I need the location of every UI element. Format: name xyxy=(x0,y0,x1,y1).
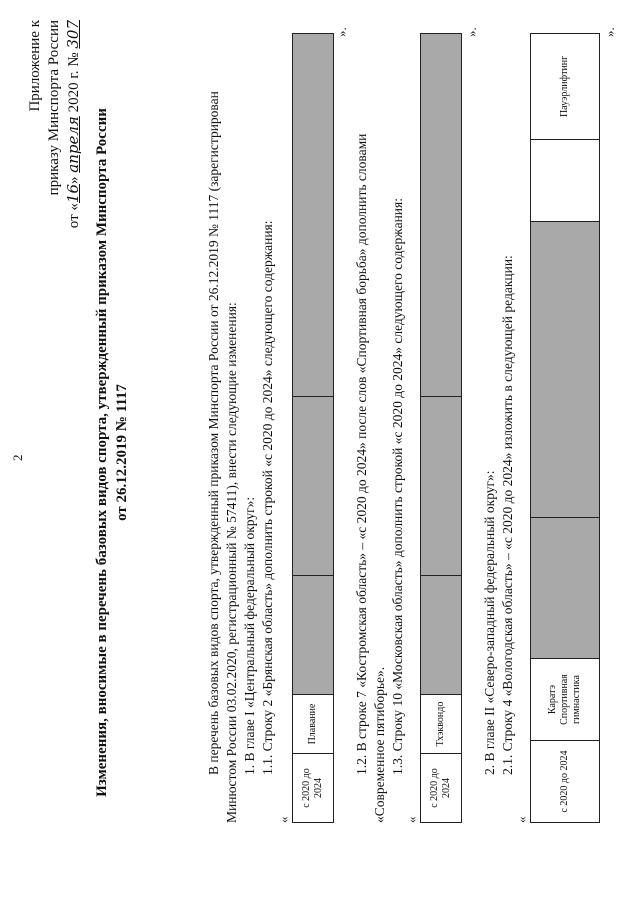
table-2-cell-4 xyxy=(421,397,462,576)
table-3-sport-2: Спортивная xyxy=(559,674,570,725)
table-3 xyxy=(530,33,600,823)
table-1 xyxy=(292,33,334,823)
quote-open-1: « xyxy=(276,816,291,823)
table-3-cell-3 xyxy=(531,517,600,658)
handwritten-month: апреля xyxy=(64,116,82,173)
handwritten-day: 16 xyxy=(64,184,82,204)
title-line-2: от 26.12.2019 № 1117 xyxy=(114,384,130,521)
table-3-last-sport: Пауэрлифтинг xyxy=(531,34,600,140)
appendix-line-1: Приложение к xyxy=(27,20,43,112)
intro-line-2: Минюстом России 03.02.2020, регистрационный № 57411), внести следующие изменения: xyxy=(224,302,239,823)
quote-close-2: ». xyxy=(464,27,479,37)
table-3-sports xyxy=(531,659,600,741)
page-number: 2 xyxy=(10,454,25,461)
appendix-block xyxy=(26,20,84,320)
table-3-period: с 2020 до 2024 xyxy=(531,741,600,823)
table-3-sport-1: Каратэ xyxy=(547,684,558,715)
intro-line-1: В перечень базовых видов спорта, утвержденный приказом Минспорта России от 26.12.2019 № 1117 (зарегистрирован xyxy=(206,91,221,775)
quote-open-3: « xyxy=(514,816,529,823)
table-1-period: с 2020 до 2024 xyxy=(293,754,334,823)
table-3-cell-5 xyxy=(531,139,600,221)
table-3-sport-3: гимнастика xyxy=(571,675,582,724)
table-1-sport: Плавание xyxy=(293,695,334,754)
quote-close-3: ». xyxy=(602,27,617,37)
item-2-1: 2.1. Строку 4 «Вологодская область» – «с 2020 до 2024» изложить в следующей редакции: xyxy=(500,255,515,775)
quote-open-2: « xyxy=(404,816,419,823)
appendix-line-3: от «16» апреля 2020 г. № 307 xyxy=(64,20,82,229)
item-2: 2. В главе II «Северо-западный федеральный округ»: xyxy=(482,470,497,775)
table-3-cell-4 xyxy=(531,221,600,517)
title-line-1: Изменения, вносимые в перечень базовых видов спорта, утвержденный приказом Минспорта России xyxy=(94,108,110,797)
table-2-sport: Тхэквондо xyxy=(421,695,462,754)
document-title xyxy=(92,0,132,905)
item-1-1: 1.1. Строку 2 «Брянская область» дополнить строкой «с 2020 до 2024» следующего содержания: xyxy=(260,220,275,775)
handwritten-number: 307 xyxy=(64,20,82,49)
appendix-line-2: приказу Минспорта России xyxy=(46,20,62,196)
table-2 xyxy=(420,33,462,823)
table-1-cell-3 xyxy=(293,576,334,695)
table-2-cell-5 xyxy=(421,34,462,397)
table-1-cell-5 xyxy=(293,34,334,397)
quote-close-1: ». xyxy=(334,27,349,37)
item-1: 1. В главе I «Центральный федеральный округ»: xyxy=(242,496,257,775)
table-2-period: с 2020 до 2024 xyxy=(421,754,462,823)
item-1-2-b: «Современное пятиборье». xyxy=(372,666,387,823)
table-1-cell-4 xyxy=(293,397,334,576)
item-1-2-a: 1.2. В строке 7 «Костромская область» – «с 2020 до 2024» после слов «Спортивная борьба» дополнить словами xyxy=(354,133,369,775)
item-1-3: 1.3. Строку 10 «Московская область» дополнить строкой «с 2020 до 2024» следующего содержания: xyxy=(390,198,405,775)
table-2-cell-3 xyxy=(421,576,462,695)
